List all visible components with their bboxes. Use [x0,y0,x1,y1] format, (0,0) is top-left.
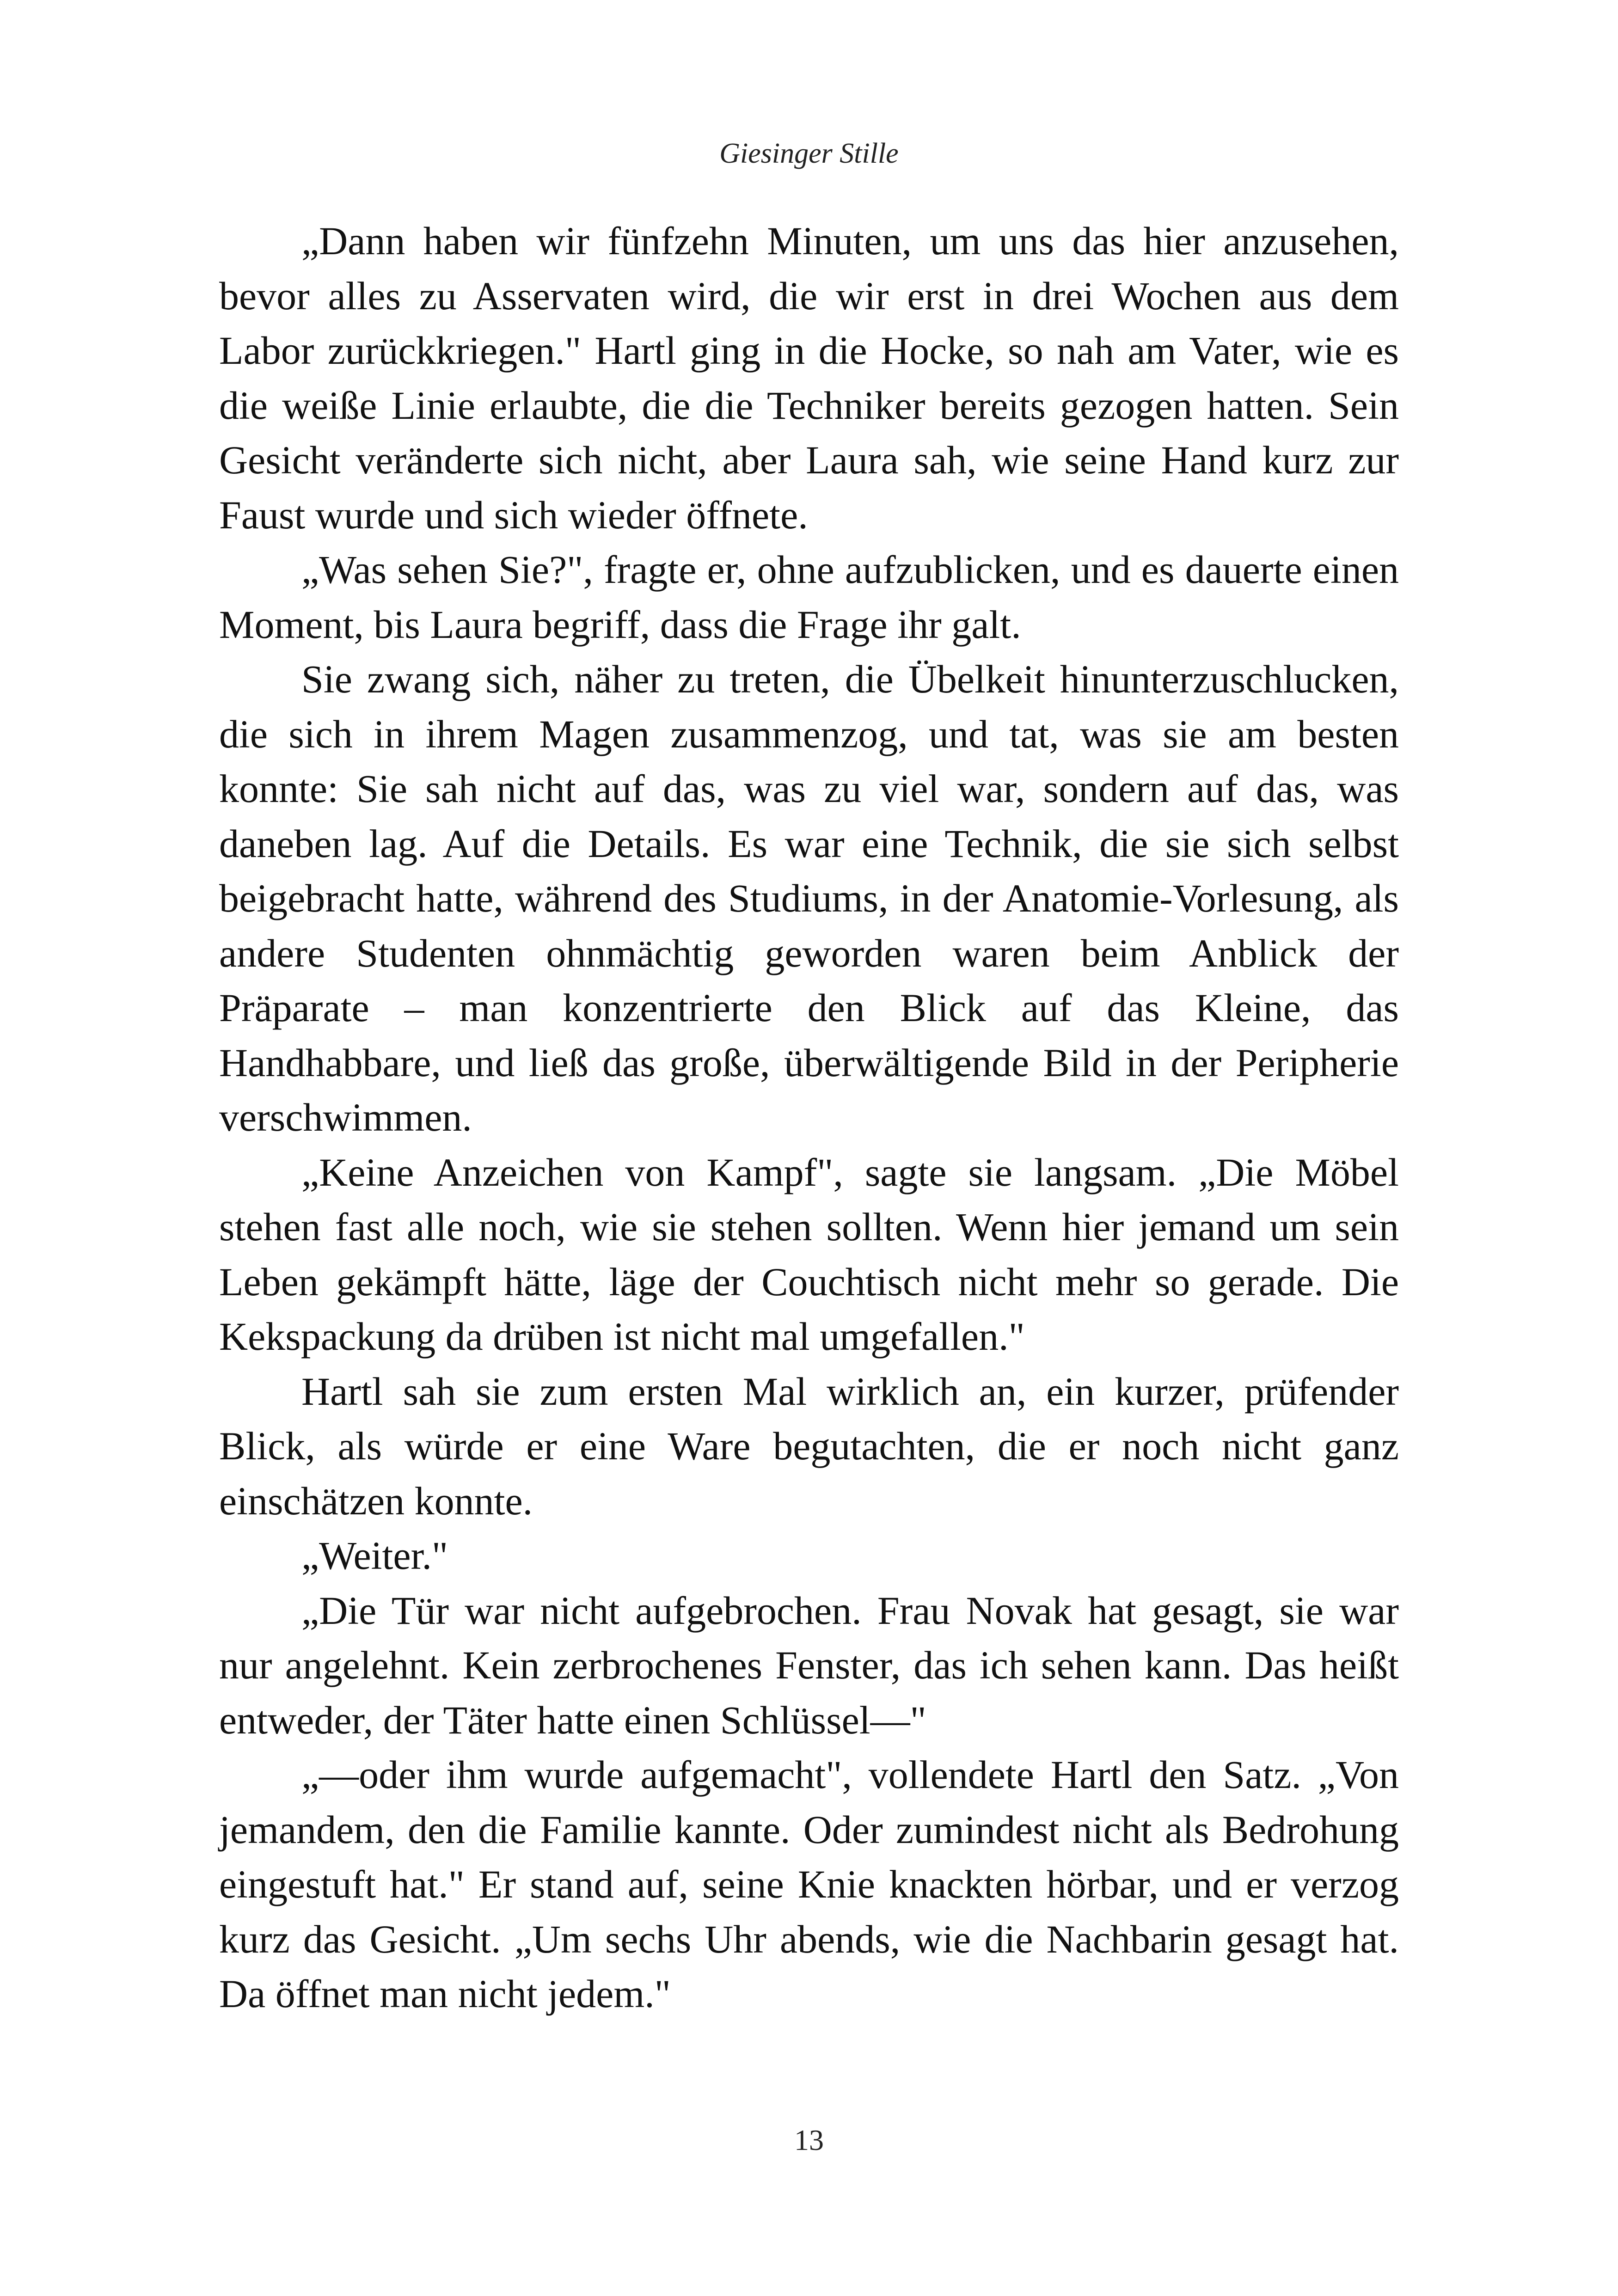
paragraph: „Weiter." [301,1533,448,1578]
paragraph: „—oder ihm wurde aufgemacht", vollendete Hartl den Satz. „Von jemandem, den die Familie kannte. Oder zumindest nicht als Bedrohung eingestuft hat." Er stand auf, seine Knie knackten hörbar, und er verzog kurz das Gesicht. „Um sechs Uhr abends, wie die Nachbarin gesagt hat. Da öffnet man nicht jedem." [219,1752,1399,2016]
paragraph: „Die Tür war nicht aufgebrochen. Frau Novak hat gesagt, sie war nur angelehnt. Kein zerbrochenes Fenster, das ich sehen kann. Das heißt entweder, der Täter hatte einen Schlüssel—" [219,1588,1399,1742]
page-number: 13 [794,2124,824,2156]
paragraph: „Keine Anzeichen von Kampf", sagte sie langsam. „Die Möbel stehen fast alle noch, wie sie stehen sollten. Wenn hier jemand um sein Leben gekämpft hätte, läge der Couchtisch nicht mehr so gerade. Die Kekspackung da drüben ist nicht mal umgefallen." [219,1150,1399,1359]
paragraph: „Was sehen Sie?", fragte er, ohne aufzublicken, und es dauerte einen Moment, bis Laura begriff, dass die Frage ihr galt. [219,547,1399,647]
paragraph: Hartl sah sie zum ersten Mal wirklich an, ein kurzer, prüfender Blick, als würde er eine Ware begutachten, die er noch nicht ganz einschätzen konnte. [219,1369,1399,1523]
paragraph: Sie zwang sich, näher zu treten, die Übelkeit hinunterzuschlucken, die sich in ihrem Magen zusammenzog, und tat, was sie am besten konnte: Sie sah nicht auf das, was zu viel war, sondern auf das, was daneben lag. Auf die Details. Es war eine Technik, die sie sich selbst beigebracht hatte, während des Studiums, in der Anatomie-Vorlesung, als andere Studenten ohnmächtig geworden waren beim Anblick der Präparate – man konzentrierte den Blick auf das Kleine, das Handhabbare, und ließ das große, überwältigende Bild in der Peripherie verschwimmen. [219,657,1399,1139]
paragraph: „Dann haben wir fünfzehn Minuten, um uns das hier anzusehen, bevor alles zu Asservaten wird, die wir erst in drei Wochen aus dem Labor zurückkriegen." Hartl ging in die Hocke, so nah am Vater, wie es die weiße Linie erlaubte, die die Techniker bereits gezogen hatten. Sein Gesicht veränderte sich nicht, aber Laura sah, wie seine Hand kurz zur Faust wurde und sich wieder öffnete. [219,219,1399,537]
body-text [219,214,1399,2021]
running-head: Giesinger Stille [719,138,899,169]
